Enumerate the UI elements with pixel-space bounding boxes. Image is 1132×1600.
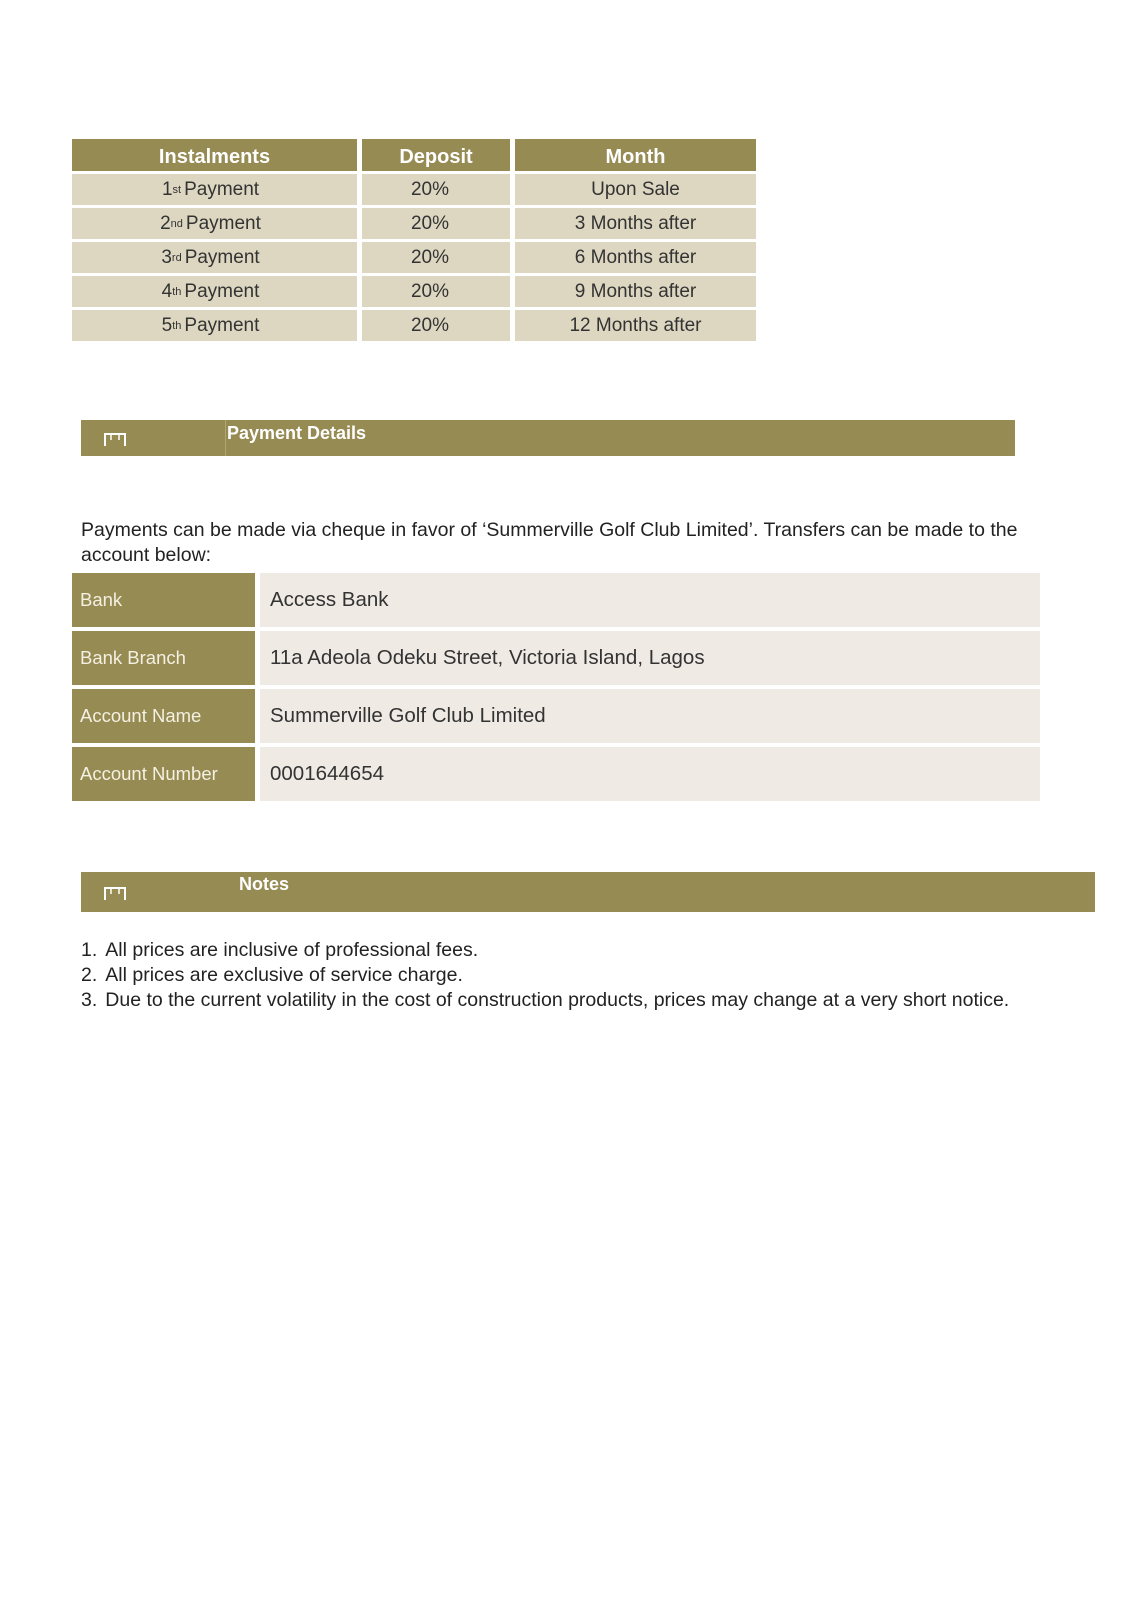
instalments-table [72,139,756,344]
payment-word: Payment [184,280,260,302]
table-row [72,242,756,273]
ordinal-number: 3 [161,246,172,268]
payment-word: Payment [184,314,260,336]
payment-word: Payment [184,246,260,268]
bank-branch-value: 11a Adeola Odeku Street, Victoria Island, Lagos [260,631,1040,685]
deposit-cell: 20% [362,174,510,205]
deposit-cell: 20% [362,208,510,239]
bank-label: Bank [72,573,255,627]
payment-intro-text: Payments can be made via cheque in favor of ‘Summerville Golf Club Limited’. Transfers can be made to the account below: [81,519,1018,566]
bank-branch-label: Bank Branch [72,631,255,685]
deposit-cell: 20% [362,242,510,273]
note-text: Due to the current volatility in the cost of construction products, prices may change at a very short notice. [105,989,1010,1011]
account-number-value: 0001644654 [260,747,1040,801]
instalment-cell: 2 nd Payment [72,208,357,239]
payment-word: Payment [184,178,260,200]
deposit-cell: 20% [362,310,510,341]
bank-value: Access Bank [260,573,1040,627]
instalment-cell: 3 rd Payment [72,242,357,273]
account-number-label: Account Number [72,747,255,801]
notes-list [81,938,1081,1013]
instalments-header-row [72,139,756,171]
deposit-cell: 20% [362,276,510,307]
instalment-cell: 4 th Payment [72,276,357,307]
month-cell: 9 Months after [515,276,756,307]
instalment-cell: 1 st Payment [72,174,357,205]
section-title: Payment Details [227,423,367,443]
month-cell: 6 Months after [515,242,756,273]
section-title: Notes [239,874,290,894]
header-deposit: Deposit [362,139,510,171]
bank-details-table [72,573,1040,805]
note-number: 3. [81,989,98,1011]
payment-word: Payment [185,212,261,234]
account-name-value: Summerville Golf Club Limited [260,689,1040,743]
table-row [72,276,756,307]
table-row [72,689,1040,743]
instalment-cell: 5 th Payment [72,310,357,341]
notes-header [81,872,1095,912]
account-name-label: Account Name [72,689,255,743]
section-divider [225,420,226,456]
table-row [72,573,1040,627]
ordinal-number: 2 [160,212,171,234]
table-row [72,208,756,239]
list-item [81,963,1081,988]
payment-details-header [81,420,1015,456]
table-row [72,310,756,341]
ordinal-number: 4 [161,280,173,302]
header-month: Month [515,139,756,171]
table-row [72,174,756,205]
ordinal-number: 5 [161,314,173,336]
month-cell: Upon Sale [515,174,756,205]
ordinal-number: 1 [161,178,173,200]
header-instalments: Instalments [72,139,357,171]
note-text: All prices are exclusive of service charge. [105,964,463,986]
month-cell: 3 Months after [515,208,756,239]
section-marker-icon [103,886,127,900]
note-number: 1. [81,939,98,961]
month-cell: 12 Months after [515,310,756,341]
table-row [72,747,1040,801]
section-marker-icon [103,432,127,446]
note-number: 2. [81,964,98,986]
table-row [72,631,1040,685]
note-text: All prices are inclusive of professional fees. [105,939,479,961]
list-item [81,938,1081,963]
list-item [81,988,1081,1013]
